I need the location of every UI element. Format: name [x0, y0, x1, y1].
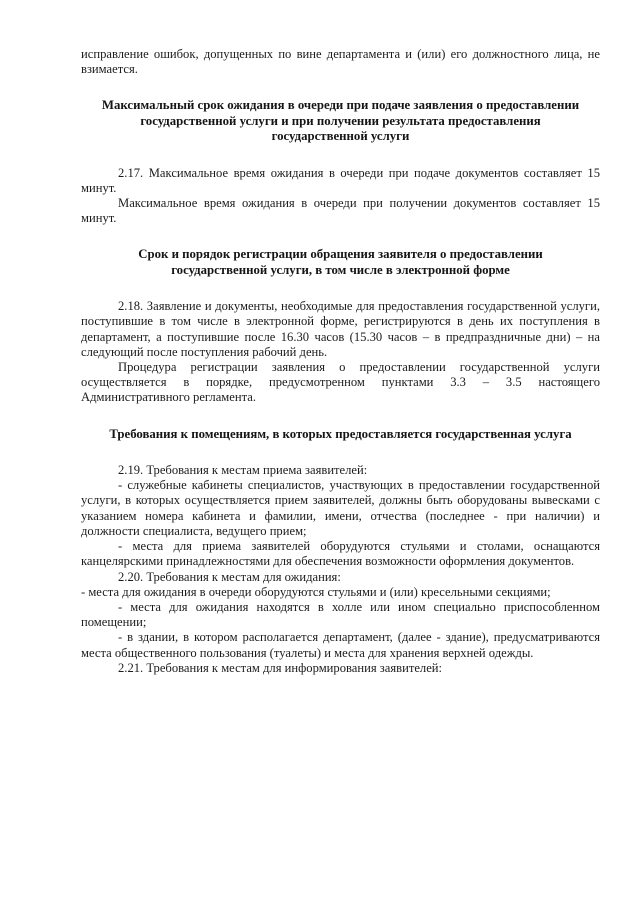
- section-heading-registration: Срок и порядок регистрации обращения заявителя о предоставлении государственной услуги, в том числе в электронной форме: [138, 247, 543, 277]
- intro-paragraph: исправление ошибок, допущенных по вине департамента и (или) его должностного лица, не взимается.: [81, 47, 600, 77]
- paragraph-2-20-hall: - места для ожидания находятся в холле или ином специально приспособленном помещении;: [81, 599, 600, 630]
- paragraph-2-18-procedure: Процедура регистрации заявления о предоставлении государственной услуги осуществляется в порядке, предусмотренном пунктами 3.3 – 3.5 настоящего Административного регламента.: [81, 360, 600, 405]
- paragraph-2-20-building: - в здании, в котором располагается департамент, (далее - здание), предусматриваются места общественного пользования (туалеты) и места для хранения верхней одежды.: [81, 630, 600, 660]
- paragraph-2-21: 2.21. Требования к местам для информирования заявителей:: [118, 660, 443, 675]
- paragraph-2-18: 2.18. Заявление и документы, необходимые для предоставления государственной услуги, поступившие в том числе в электронной форме, регистрируются в день их поступления в департамент, а поступившие после 16.30 часов (15.30 часов – в предпраздничные дни) – на следующий после поступления рабочий день.: [81, 299, 600, 359]
- paragraph-2-17-second: Максимальное время ожидания в очереди при получении документов составляет 15 минут.: [81, 196, 600, 226]
- paragraph-2-19-offices: - служебные кабинеты специалистов, участвующих в предоставлении государственной услуги, в которых осуществляется прием заявителей, должны быть оборудованы вывесками с указанием номера кабинета и фамилии, имени, отчества (последнее - при наличии) и должности специалиста, ведущего прием;: [81, 478, 600, 538]
- paragraph-2-17: 2.17. Максимальное время ожидания в очереди при подаче документов составляет 15 минут.: [81, 165, 600, 195]
- paragraph-2-20: 2.20. Требования к местам для ожидания:: [118, 569, 341, 584]
- section-heading-wait-time: Максимальный срок ожидания в очереди при подаче заявления о предоставлении государственной услуги и при получении результата предоставления государственной услуги: [101, 98, 580, 144]
- paragraph-2-20-queue-seats: - места для ожидания в очереди оборудуются стульями и (или) кресельными секциями;: [81, 584, 551, 599]
- paragraph-2-19-reception-places: - места для приема заявителей оборудуются стульями и столами, оснащаются канцелярскими принадлежностями для обеспечения возможности оформления документов.: [81, 539, 600, 569]
- section-heading-premises: Требования к помещениям, в которых предоставляется государственная услуга: [109, 426, 572, 441]
- paragraph-2-19: 2.19. Требования к местам приема заявителей:: [118, 463, 368, 478]
